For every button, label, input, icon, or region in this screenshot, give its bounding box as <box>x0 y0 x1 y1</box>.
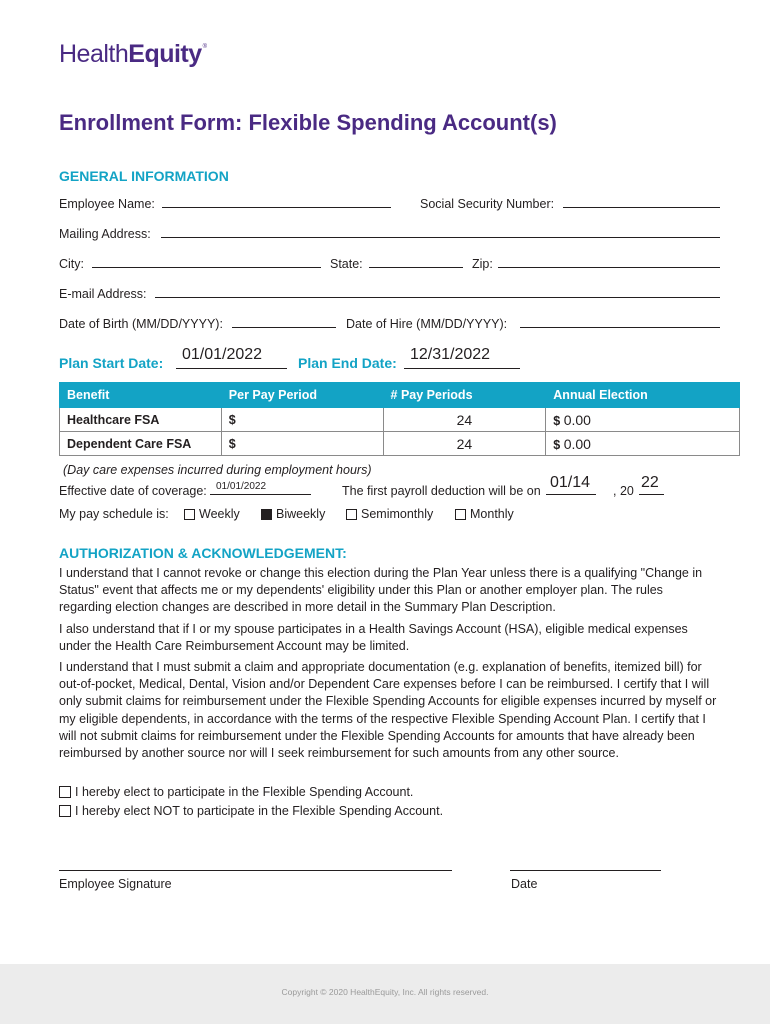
monthly-option[interactable] <box>455 507 514 521</box>
effective-date-label: Effective date of coverage: <box>59 484 207 498</box>
biweekly-option[interactable] <box>261 507 325 521</box>
employee-name-label: Employee Name: <box>59 197 155 211</box>
table-row <box>60 432 740 456</box>
authorization-heading: AUTHORIZATION & ACKNOWLEDGEMENT: <box>59 545 347 561</box>
mailing-address-field[interactable] <box>161 237 720 238</box>
plan-start-date-label: Plan Start Date: <box>59 355 164 371</box>
signature-date-label: Date <box>511 877 538 891</box>
header-per-pay-period: Per Pay Period <box>221 383 383 408</box>
per-pay-period-field[interactable]: $ <box>221 408 383 432</box>
logo-text-equity: Equity <box>128 40 202 68</box>
annual-currency: $ <box>553 437 561 452</box>
biweekly-label: Biweekly <box>276 507 326 521</box>
general-information-heading: GENERAL INFORMATION <box>59 168 229 184</box>
effective-date-value[interactable]: 01/01/2022 <box>216 481 267 492</box>
city-field[interactable] <box>92 267 321 268</box>
header-pay-periods: # Pay Periods <box>383 383 546 408</box>
elect-not-participate-checkbox[interactable] <box>59 805 71 817</box>
date-of-hire-field[interactable] <box>520 327 720 328</box>
annual-value: 0.00 <box>563 435 591 452</box>
year-value[interactable]: 22 <box>641 474 659 491</box>
date-of-hire-label: Date of Hire (MM/DD/YYYY): <box>346 317 508 331</box>
authorization-paragraph: I understand that I cannot revoke or change this election during the Plan Year unless there is a qualifying "Change in Status" event that affects me or my dependents' eligibility under this Plan or another employer plan. The rules regarding election changes are described in more detail in the Summary Plan Description. <box>59 566 703 615</box>
copyright-text: Copyright © 2020 HealthEquity, Inc. All rights reserved. <box>281 987 489 997</box>
plan-start-date-line <box>176 368 287 369</box>
effective-date-line <box>210 494 311 495</box>
annual-currency: $ <box>553 413 561 428</box>
year-line <box>639 494 664 495</box>
footer <box>0 964 770 1024</box>
page-title: Enrollment Form: Flexible Spending Account(s) <box>59 110 557 135</box>
plan-start-date-value[interactable]: 01/01/2022 <box>182 346 263 363</box>
plan-end-date-line <box>404 368 520 369</box>
benefit-name: Dependent Care FSA <box>60 432 222 456</box>
city-label: City: <box>59 257 84 271</box>
pay-periods-field[interactable]: 24 <box>383 408 546 432</box>
elect-participate-label: I hereby elect to participate in the Flexible Spending Account. <box>75 785 414 799</box>
first-payroll-label: The first payroll deduction will be on <box>342 484 541 498</box>
benefit-name: Healthcare FSA <box>60 408 222 432</box>
header-benefit: Benefit <box>60 383 222 408</box>
plan-end-date-label: Plan End Date: <box>298 355 397 371</box>
signature-date-field[interactable] <box>510 870 661 871</box>
email-field[interactable] <box>155 297 720 298</box>
employee-signature-label: Employee Signature <box>59 877 172 891</box>
email-label: E-mail Address: <box>59 287 147 301</box>
semimonthly-option[interactable] <box>346 507 433 521</box>
elect-not-participate-option[interactable] <box>59 804 443 818</box>
monthly-checkbox[interactable] <box>455 509 466 520</box>
day-care-note: (Day care expenses incurred during employment hours) <box>63 463 372 477</box>
authorization-paragraph: I also understand that if I or my spouse participates in a Health Savings Account (HSA), eligible medical expenses under the Health Care Reimbursement Account may be limited. <box>59 621 688 653</box>
zip-field[interactable] <box>498 267 720 268</box>
elect-participate-checkbox[interactable] <box>59 786 71 798</box>
logo-text-health: Health <box>59 40 129 68</box>
biweekly-checkbox[interactable] <box>261 509 272 520</box>
pay-periods-field[interactable]: 24 <box>383 432 546 456</box>
state-label: State: <box>330 257 363 271</box>
annual-value: 0.00 <box>563 411 591 428</box>
weekly-checkbox[interactable] <box>184 509 195 520</box>
logo-mark: ® <box>202 44 207 50</box>
healthequity-logo <box>59 40 207 69</box>
state-field[interactable] <box>369 267 463 268</box>
semimonthly-checkbox[interactable] <box>346 509 357 520</box>
employee-signature-field[interactable] <box>59 870 452 871</box>
weekly-label: Weekly <box>199 507 240 521</box>
first-payroll-line <box>546 494 596 495</box>
weekly-option[interactable] <box>184 507 240 521</box>
elect-not-participate-label: I hereby elect NOT to participate in the Flexible Spending Account. <box>75 804 444 818</box>
mailing-address-label: Mailing Address: <box>59 227 151 241</box>
header-annual-election: Annual Election <box>546 383 740 408</box>
plan-end-date-value[interactable]: 12/31/2022 <box>410 346 491 363</box>
pay-schedule-label: My pay schedule is: <box>59 507 169 521</box>
ssn-field[interactable] <box>563 207 720 208</box>
authorization-text <box>59 565 719 766</box>
ssn-label: Social Security Number: <box>420 197 555 211</box>
date-of-birth-field[interactable] <box>232 327 336 328</box>
first-payroll-value[interactable]: 01/14 <box>550 474 591 491</box>
table-row <box>60 408 740 432</box>
zip-label: Zip: <box>472 257 493 271</box>
annual-election-field[interactable] <box>546 408 740 432</box>
year-prefix: , 20 <box>613 484 634 498</box>
benefits-table <box>59 382 740 456</box>
employee-name-field[interactable] <box>162 207 391 208</box>
elect-participate-option[interactable] <box>59 785 413 799</box>
semimonthly-label: Semimonthly <box>361 507 434 521</box>
monthly-label: Monthly <box>470 507 514 521</box>
date-of-birth-label: Date of Birth (MM/DD/YYYY): <box>59 317 223 331</box>
benefits-table-header <box>60 383 740 408</box>
annual-election-field[interactable] <box>546 432 740 456</box>
authorization-paragraph: I understand that I must submit a claim and appropriate documentation (e.g. explanation of benefits, itemized bill) for out-of-pocket, Medical, Dental, Vision and/or Dependent Care expenses before I can be reimbursed. I certify that I will only submit claims for reimbursement under the Flexible Spending Accounts for eligible expenses incurred by myself or my eligible dependents, in accordance with the terms of the respective Flexible Spending Account Plan. I certify that I will not submit claims for reimbursement under the Flexible Spending Accounts for amounts that have already been reimbursed by another source nor will I seek reimbursement for such amounts from any other source. <box>59 660 717 761</box>
per-pay-period-field[interactable]: $ <box>221 432 383 456</box>
